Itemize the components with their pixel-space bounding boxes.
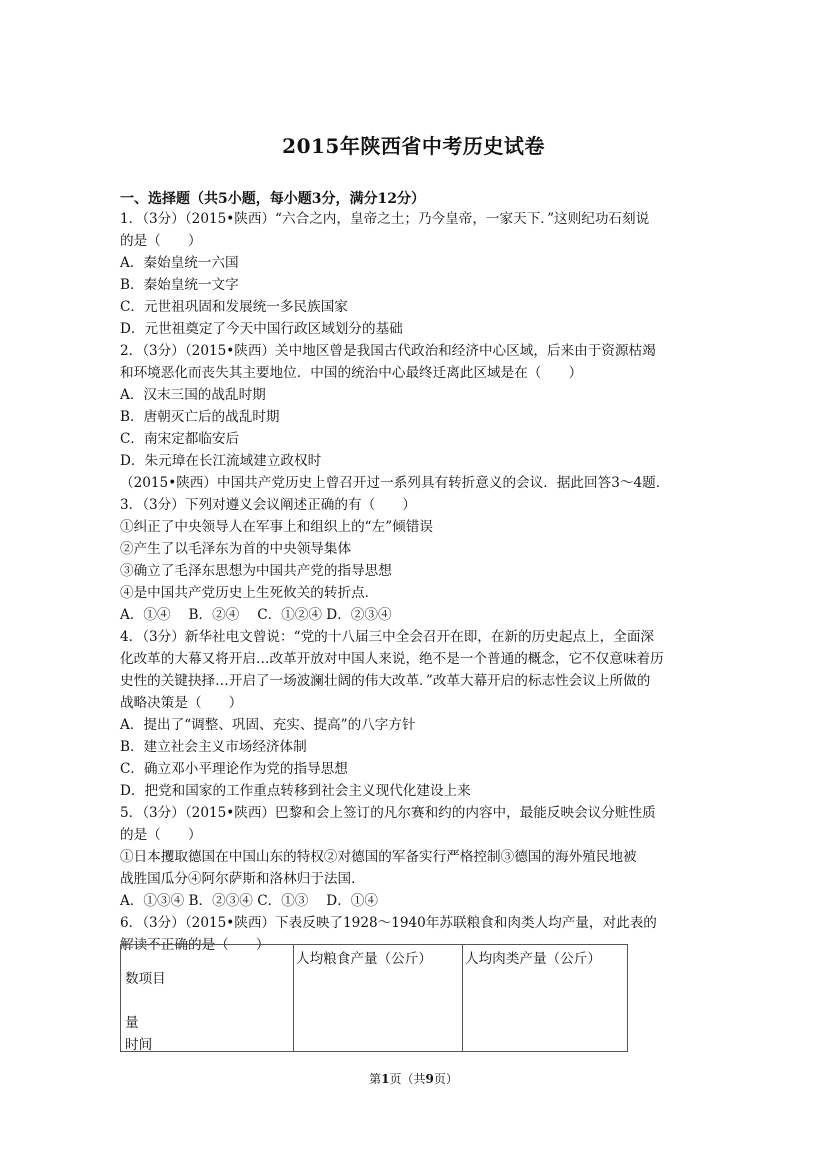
- footer-page-number: 1: [381, 1072, 390, 1086]
- table-column-header: 人均粮食产量（公斤）: [294, 945, 463, 1052]
- text-line: ①日本攫取德国在中国山东的特权②对德国的军备实行严格控制③德国的海外殖民地被: [120, 849, 637, 865]
- text-line: A．汉末三国的战乱时期: [120, 387, 266, 403]
- text-line: 2．（3分）（2015•陕西）关中地区曾是我国古代政治和经济中心区域，后来由于资源枯竭: [120, 343, 656, 359]
- text-line: A．①③④ B．②③④ C．①③ D．①④: [120, 893, 378, 909]
- table-header-label: 时间: [125, 1037, 153, 1053]
- page-footer: [0, 1070, 827, 1087]
- text-line: B．秦始皇统一文字: [120, 277, 239, 293]
- text-line: C．确立邓小平理论作为党的指导思想: [120, 761, 348, 777]
- table-header-label: 数项目: [125, 971, 166, 987]
- text-line: （2015•陕西）中国共产党历史上曾召开过一系列具有转折意义的会议．据此回答3～4题．: [120, 475, 670, 491]
- text-line: 3．（3分）下列对遵义会议阐述正确的有（ ）: [120, 497, 416, 513]
- text-line: 和环境恶化而丧失其主要地位．中国的统治中心最终迁离此区域是在（ ）: [120, 365, 583, 381]
- text-line: 的是（ ）: [120, 827, 202, 843]
- text-line: 战略决策是（ ）: [120, 695, 243, 711]
- table-header-diagonal-cell: [121, 945, 294, 1052]
- text-line: 6．（3分）（2015•陕西）下表反映了1928～1940年苏联粮食和肉类人均产量，对此表的: [120, 915, 657, 931]
- table-column-header: 人均肉类产量（公斤）: [463, 945, 628, 1052]
- text-line: 解读不正确的是（ ）: [120, 937, 270, 953]
- text-line: B．建立社会主义市场经济体制: [120, 739, 307, 755]
- text-line: 的是（ ）: [120, 233, 202, 249]
- text-line: 史性的关键抉择…开启了一场波澜壮阔的伟大改革．”改革大幕开启的标志性会议上所做的: [120, 673, 651, 689]
- text-line: 战胜国瓜分④阿尔萨斯和洛林归于法国．: [120, 871, 365, 887]
- text-line: ④是中国共产党历史上生死攸关的转折点．: [120, 585, 379, 601]
- footer-suffix: 页）: [433, 1072, 458, 1086]
- table-header-label: 量: [125, 1015, 139, 1031]
- section-heading: 一、选择题（共5小题，每小题3分，满分12分）: [120, 191, 425, 207]
- footer-page-total: 9: [425, 1072, 434, 1086]
- text-line: C．元世祖巩固和发展统一多民族国家: [120, 299, 348, 315]
- text-line: D．元世祖奠定了今天中国行政区域划分的基础: [120, 321, 403, 337]
- text-line: D．朱元璋在长江流域建立政权时: [120, 453, 322, 469]
- text-line: D．把党和国家的工作重点转移到社会主义现代化建设上来: [120, 783, 471, 799]
- data-table: [120, 944, 628, 1052]
- text-line: C．南宋定都临安后: [120, 431, 240, 447]
- text-line: ③确立了毛泽东思想为中国共产党的指导思想: [120, 563, 392, 579]
- footer-prefix: 第: [369, 1072, 382, 1086]
- text-line: ①纠正了中央领导人在军事上和组织上的“左”倾错误: [120, 519, 433, 535]
- text-line: ②产生了以毛泽东为首的中央领导集体: [120, 541, 352, 557]
- text-line: 化改革的大幕又将开启…改革开放对中国人来说，绝不是一个普通的概念，它不仅意味着历: [120, 651, 664, 667]
- text-line: B．唐朝灭亡后的战乱时期: [120, 409, 280, 425]
- exam-title: 2015年陕西省中考历史试卷: [282, 134, 545, 158]
- text-line: A．①④ B．②④ C．①②④ D．②③④: [120, 607, 392, 623]
- text-line: 4．（3分）新华社电文曾说：“党的十八届三中全会召开在即，在新的历史起点上，全面深: [120, 629, 655, 645]
- text-line: 1．（3分）（2015•陕西）“六合之内，皇帝之土；乃今皇帝，一家天下．”这则纪功石刻说: [120, 211, 650, 227]
- text-line: A．提出了“调整、巩固、充实、提高”的八字方针: [120, 717, 416, 733]
- text-line: A．秦始皇统一六国: [120, 255, 239, 271]
- footer-middle: 页（共: [389, 1072, 426, 1086]
- text-line: 5．（3分）（2015•陕西）巴黎和会上签订的凡尔赛和约的内容中，最能反映会议分赃性质: [120, 805, 656, 821]
